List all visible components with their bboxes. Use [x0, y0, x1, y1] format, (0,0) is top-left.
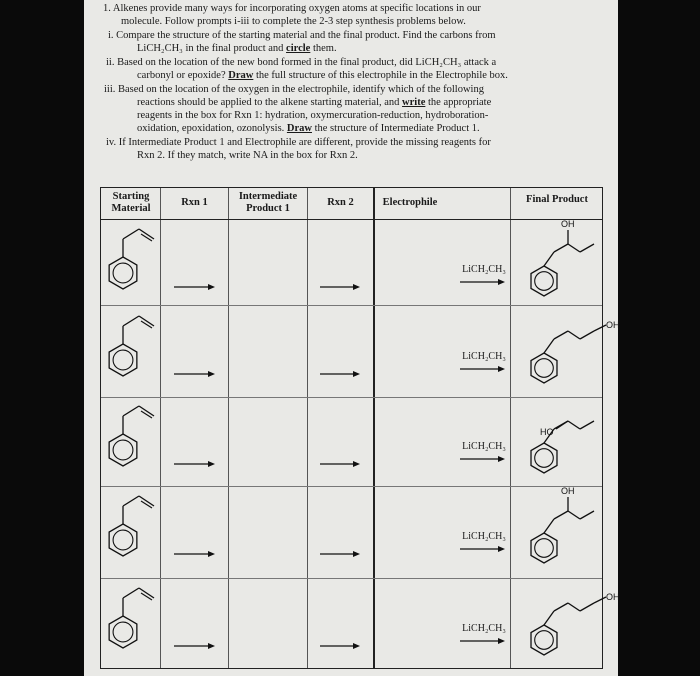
step-i-line-2 — [137, 42, 337, 55]
rxn2-arrow — [320, 369, 368, 379]
starting-material-structure — [103, 398, 163, 478]
final-product-structure — [522, 390, 612, 476]
oh-label: HO — [540, 427, 554, 437]
starting-material-structure — [103, 580, 163, 660]
draw-keyword: Draw — [228, 70, 254, 81]
header-intermediate: Intermediate Product 1 — [238, 191, 298, 214]
step-ii-line-2 — [137, 69, 508, 82]
oh-label: OH — [561, 219, 575, 229]
circle-keyword: circle — [286, 43, 311, 54]
col-divider — [307, 188, 308, 668]
starting-material-structure — [103, 308, 163, 388]
final-product-structure — [522, 213, 612, 299]
rxn2-arrow — [320, 549, 368, 559]
reagent-label: LiCH₂CH₃ — [462, 351, 506, 362]
header-rxn1: Rxn 1 — [181, 197, 208, 208]
rxn2-arrow — [320, 641, 368, 651]
step-iii-line4-end: the structure of Intermediate Product 1. — [314, 123, 480, 134]
step-iii-text: reactions should be applied to the alkene starting material, and — [137, 97, 400, 108]
final-product-structure — [522, 300, 620, 386]
write-keyword: write — [402, 97, 426, 108]
oh-label: OH — [606, 320, 620, 330]
intro-line-1: 1. Alkenes provide many ways for incorporating oxygen atoms at specific locations in our — [103, 3, 481, 14]
step-ii-end: the full structure of this electrophile in the Electrophile box. — [255, 70, 508, 81]
starting-material-structure — [103, 488, 163, 568]
rxn2-arrow — [320, 282, 368, 292]
reagent-label: LiCH₂CH₃ — [462, 441, 506, 452]
rxn1-arrow — [174, 549, 223, 559]
rxn1-arrow — [174, 641, 223, 651]
step-i-line-1: i. Compare the structure of the starting material and the final product. Find the carbons from — [108, 30, 496, 41]
final-product-structure — [522, 572, 620, 658]
step-iv-line-2: Rxn 2. If they match, write NA in the box for Rxn 2. — [137, 150, 358, 161]
col-divider — [510, 188, 511, 668]
rxn2-arrow — [320, 459, 368, 469]
rxn1-arrow — [174, 459, 223, 469]
step-i-end: them. — [312, 43, 337, 54]
reagent-arrow — [460, 277, 513, 287]
step-iii-line-3: reagents in the box for Rxn 1: hydration, oxymercuration-reduction, hydroboration- — [137, 110, 489, 121]
starting-material-structure — [103, 221, 163, 301]
step-iii-line4-text: oxidation, epoxidation, ozonolysis. — [137, 123, 285, 134]
step-iii-line-4 — [137, 122, 480, 135]
oh-label: OH — [561, 486, 575, 496]
reagent-label: LiCH₂CH₃ — [462, 623, 506, 634]
header-starting-material: Starting Material — [111, 191, 151, 214]
step-i-text: LiCH₂CH₃ in the final product and — [137, 43, 284, 54]
reagent-arrow — [460, 454, 513, 464]
draw-keyword-2: Draw — [286, 123, 312, 134]
header-rxn2: Rxn 2 — [327, 197, 354, 208]
reagent-label: LiCH₂CH₃ — [462, 264, 506, 275]
step-iii-line-1: iii. Based on the location of the oxygen in the electrophile, identify which of the following — [104, 84, 484, 95]
step-iv-line-1: iv. If Intermediate Product 1 and Electrophile are different, provide the missing reagents for — [106, 137, 491, 148]
step-ii-line-1: ii. Based on the location of the new bond formed in the final product, did LiCH₂CH₃ attack a — [106, 57, 497, 68]
oh-label: OH — [606, 592, 620, 602]
col-divider — [373, 188, 375, 668]
intro-line-2: molecule. Follow prompts i-iii to complete the 2-3 step synthesis problems below. — [121, 16, 466, 27]
reagent-label: LiCH₂CH₃ — [462, 531, 506, 542]
header-final-product: Final Product — [526, 194, 588, 205]
step-ii-text: carbonyl or epoxide? — [137, 70, 226, 81]
header-electrophile: Electrophile — [382, 197, 438, 208]
rxn1-arrow — [174, 369, 223, 379]
step-iii-line-2 — [137, 96, 491, 109]
reagent-arrow — [460, 544, 513, 554]
col-divider — [228, 188, 229, 668]
final-product-structure — [522, 480, 612, 566]
reagent-arrow — [460, 636, 513, 646]
reagent-arrow — [460, 364, 513, 374]
rxn1-arrow — [174, 282, 223, 292]
step-iii-text-end: the appropriate — [428, 97, 492, 108]
